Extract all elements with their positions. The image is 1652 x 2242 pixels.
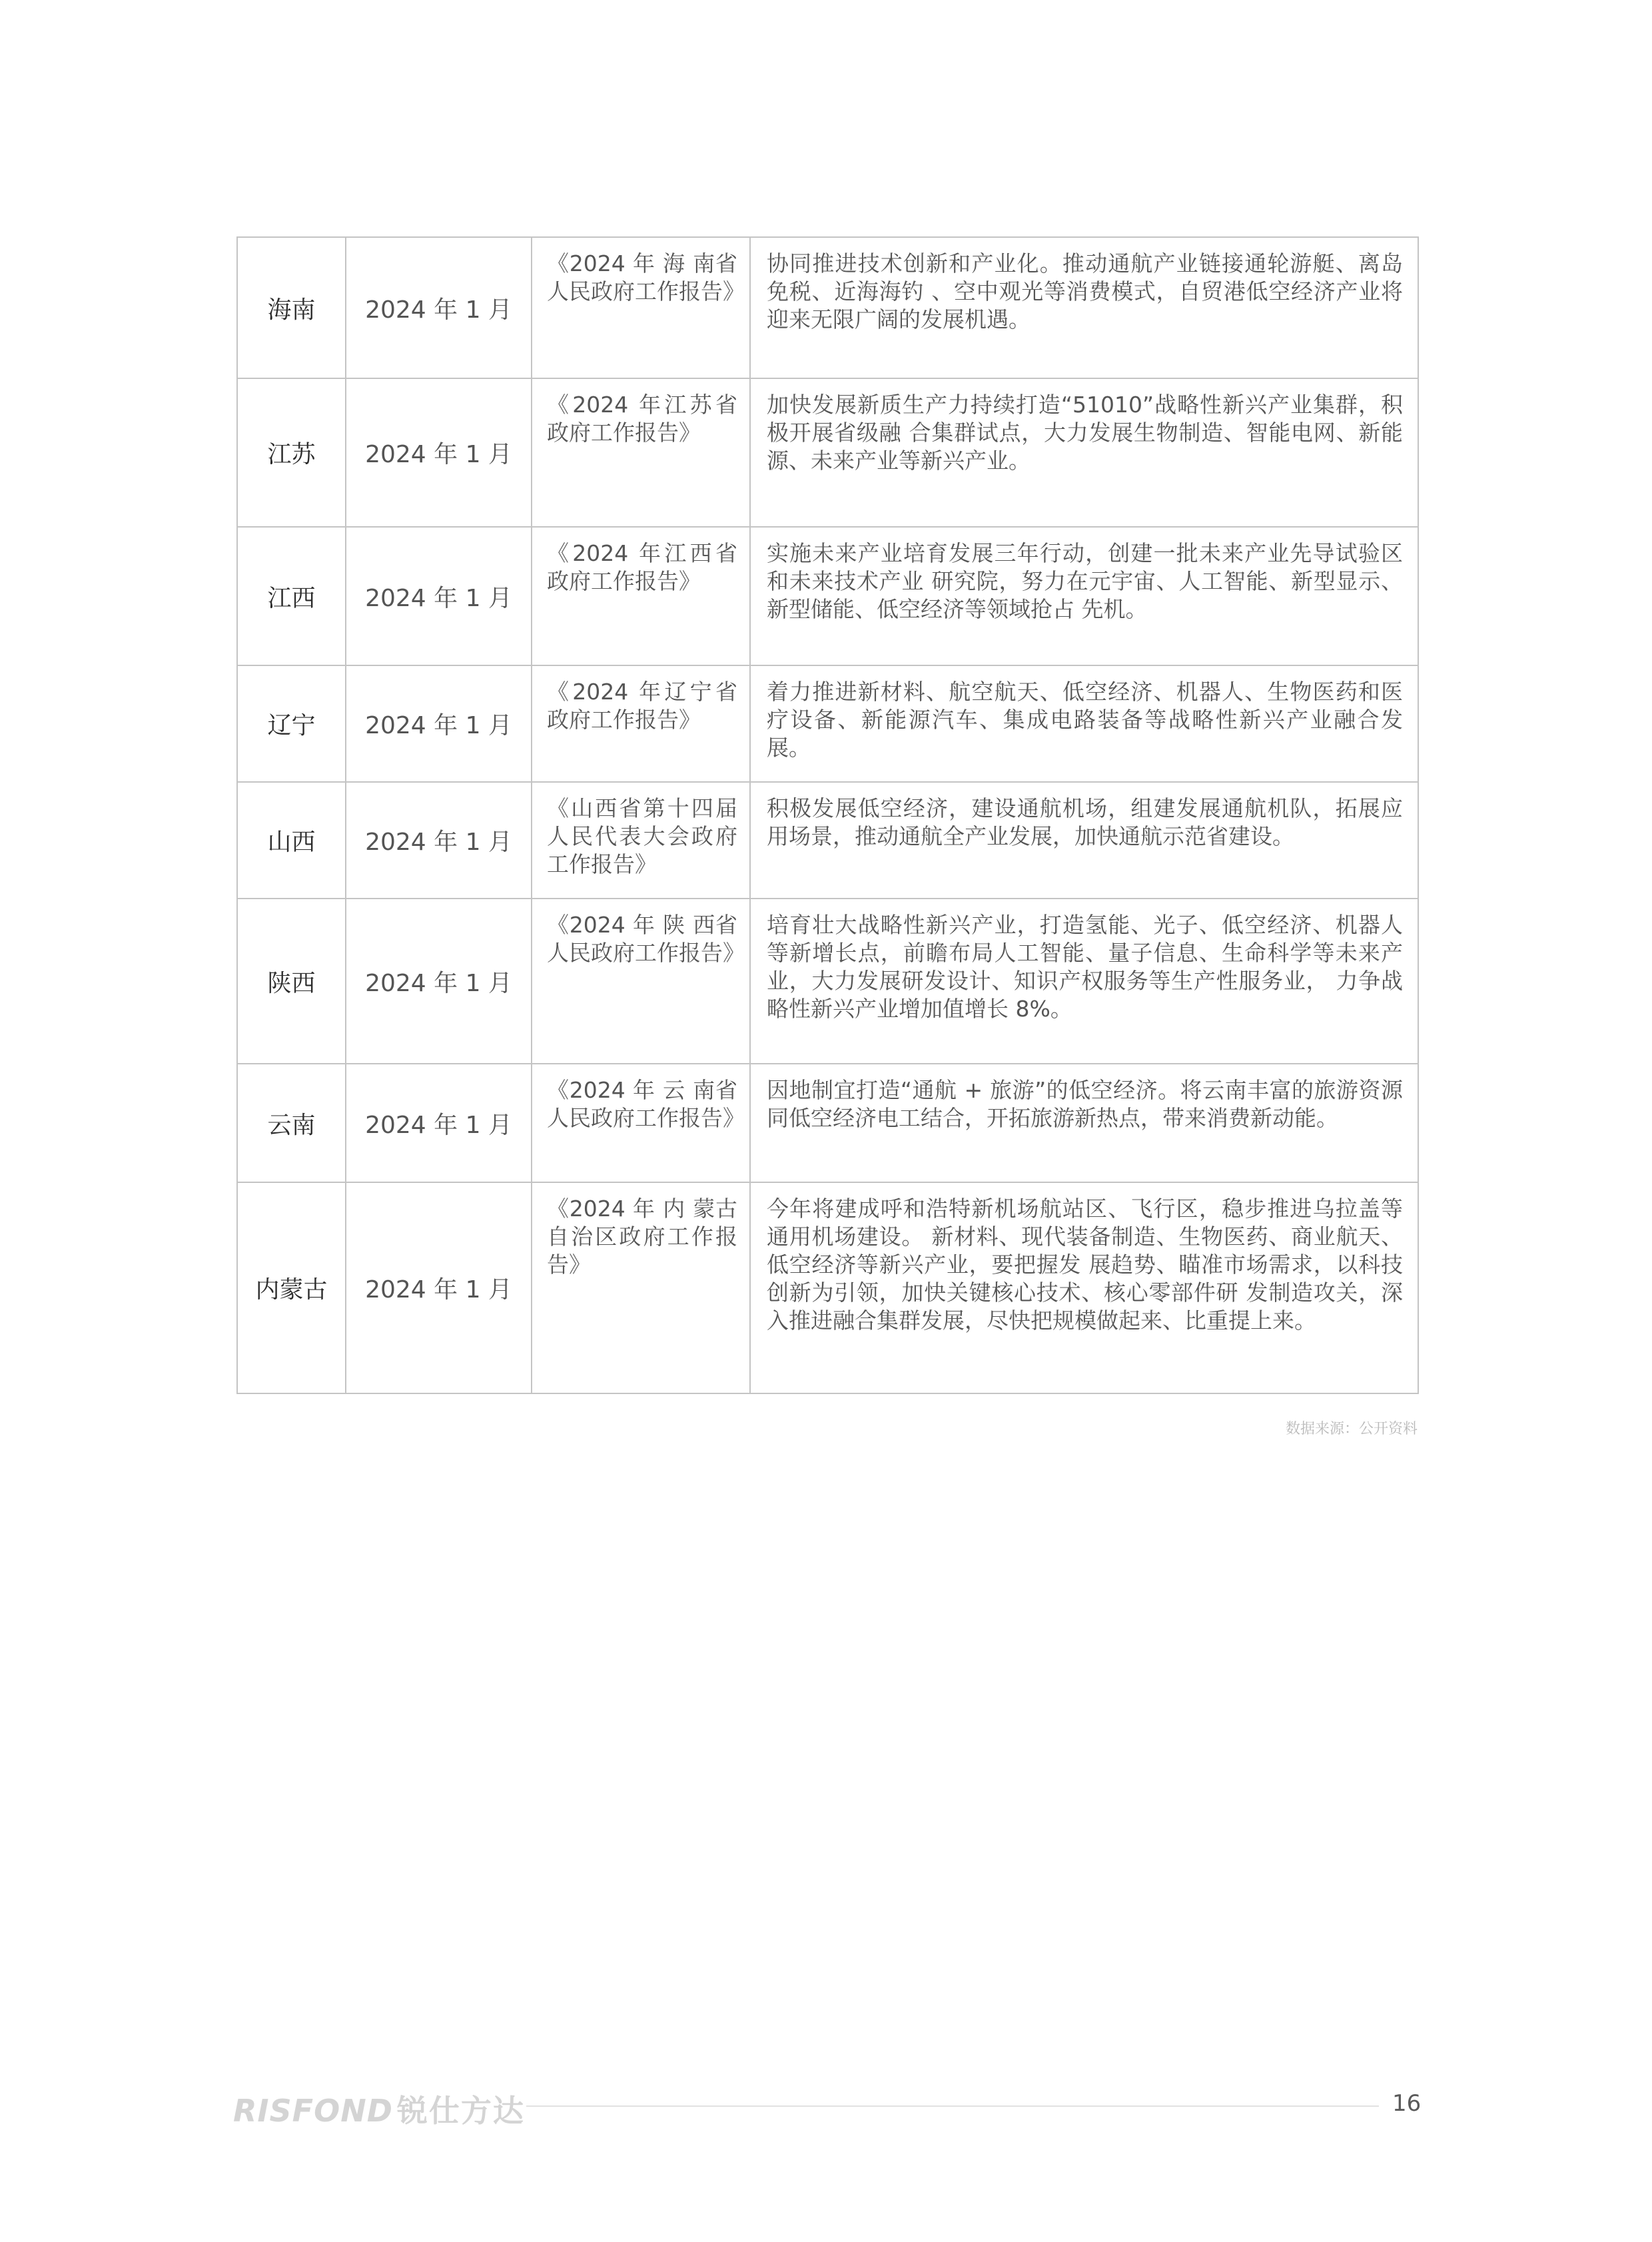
date-cell: 2024 年 1 月 — [346, 899, 532, 1064]
document-cell: 《2024 年江西省政府工作报告》 — [532, 527, 750, 665]
table-row — [237, 665, 1418, 782]
source-note: 数据来源：公开资料 — [1285, 1421, 1418, 1437]
table-row — [237, 1064, 1418, 1182]
content-cell: 积极发展低空经济，建设通航机场，组建发展通航机队，拓展应用场景，推动通航全产业发展，加快通航示范省建设。 — [750, 782, 1418, 899]
brand-logo-text: RISFOND — [233, 2093, 393, 2129]
region-cell: 陕西 — [237, 899, 346, 1064]
region-cell: 内蒙古 — [237, 1182, 346, 1393]
table-row — [237, 1182, 1418, 1393]
date-cell: 2024 年 1 月 — [346, 1064, 532, 1182]
document-cell: 《2024 年 陕 西省人民政府工作报告》 — [532, 899, 750, 1064]
document-cell: 《2024 年 内 蒙古自治区政府工作报告》 — [532, 1182, 750, 1393]
content-cell: 实施未来产业培育发展三年行动，创建一批未来产业先导试验区和未来技术产业 研究院，努力在元宇宙、人工智能、新型显示、新型储能、低空经济等领域抢占 先机。 — [750, 527, 1418, 665]
document-cell: 《2024 年辽宁省政府工作报告》 — [532, 665, 750, 782]
region-cell: 云南 — [237, 1064, 346, 1182]
region-cell: 辽宁 — [237, 665, 346, 782]
date-cell: 2024 年 1 月 — [346, 782, 532, 899]
date-cell: 2024 年 1 月 — [346, 1182, 532, 1393]
date-cell: 2024 年 1 月 — [346, 665, 532, 782]
region-cell: 江苏 — [237, 378, 346, 527]
document-cell: 《2024 年江苏省政府工作报告》 — [532, 378, 750, 527]
page-number: 16 — [1392, 2090, 1422, 2117]
content-cell: 着力推进新材料、航空航天、低空经济、机器人、生物医药和医疗设备、新能源汽车、集成电路装备等战略性新兴产业融合发展。 — [750, 665, 1418, 782]
table-row — [237, 527, 1418, 665]
date-cell: 2024 年 1 月 — [346, 237, 532, 378]
table-row — [237, 899, 1418, 1064]
content-cell: 因地制宜打造“通航 + 旅游”的低空经济。将云南丰富的旅游资源同低空经济电工结合，开拓旅游新热点，带来消费新动能。 — [750, 1064, 1418, 1182]
content-cell: 加快发展新质生产力持续打造“51010”战略性新兴产业集群，积极开展省级融 合集群试点，大力发展生物制造、智能电网、新能源、未来产业等新兴产业。 — [750, 378, 1418, 527]
content-cell: 今年将建成呼和浩特新机场航站区、飞行区，稳步推进乌拉盖等通用机场建设。 新材料、现代装备制造、生物医药、商业航天、低空经济等新兴产业，要把握发 展趋势、瞄准市场需求，以科技创新为引领，加快关键核心技术、核心零部件研 发制造攻关，深入推进融合集群发展，尽快把规模做起来、比重提上来。 — [750, 1182, 1418, 1393]
brand-logo — [233, 2087, 525, 2131]
region-cell: 江西 — [237, 527, 346, 665]
content-cell: 协同推进技术创新和产业化。推动通航产业链接通轮游艇、离岛免税、近海海钓 、空中观光等消费模式，自贸港低空经济产业将迎来无限广阔的发展机遇。 — [750, 237, 1418, 378]
policy-table — [236, 236, 1419, 1394]
date-cell: 2024 年 1 月 — [346, 378, 532, 527]
table-row — [237, 782, 1418, 899]
footer-divider — [526, 2105, 1379, 2107]
date-cell: 2024 年 1 月 — [346, 527, 532, 665]
table-row — [237, 378, 1418, 527]
document-cell: 《2024 年 云 南省人民政府工作报告》 — [532, 1064, 750, 1182]
region-cell: 海南 — [237, 237, 346, 378]
region-cell: 山西 — [237, 782, 346, 899]
content-cell: 培育壮大战略性新兴产业，打造氢能、光子、低空经济、机器人等新增长点，前瞻布局人工智能、量子信息、生命科学等未来产业，大力发展研发设计、知识产权服务等生产性服务业， 力争战略性新兴产业增加值增长 8%。 — [750, 899, 1418, 1064]
brand-logo-cn: 锐仕方达 — [396, 2093, 525, 2129]
document-cell: 《2024 年 海 南省人民政府工作报告》 — [532, 237, 750, 378]
table-row — [237, 237, 1418, 378]
document-cell: 《山西省第十四届人民代表大会政府工作报告》 — [532, 782, 750, 899]
